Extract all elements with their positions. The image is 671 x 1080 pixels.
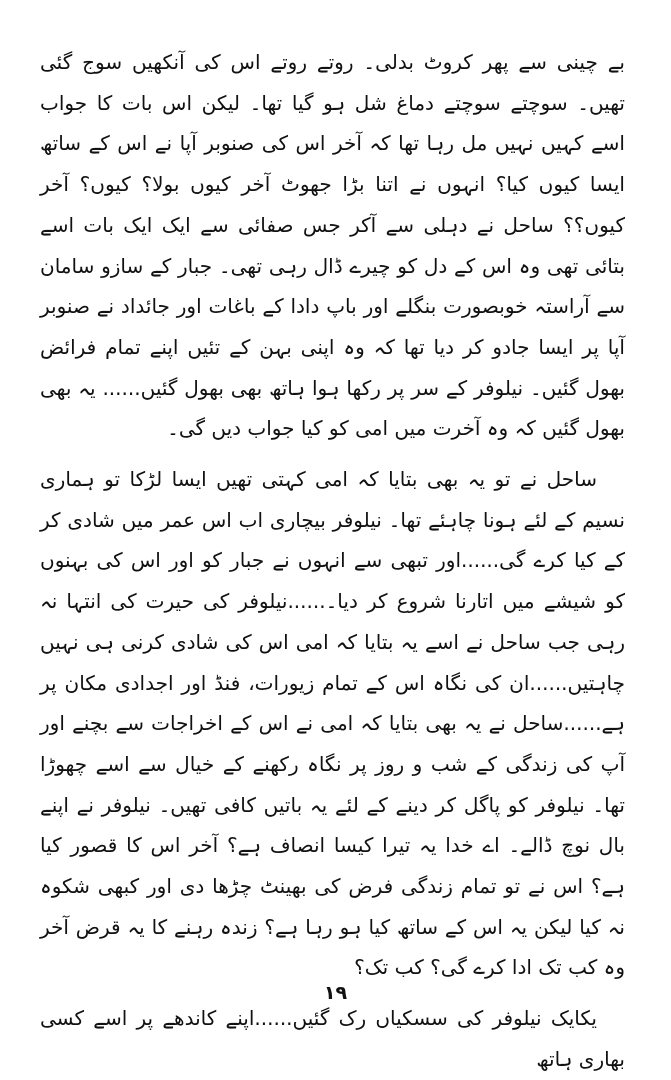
page-number: ۱۹	[323, 982, 348, 1004]
paragraph-3: یکایک نیلوفر کی سسکیاں رک گئیں......اپنے کاندھے پر اسے کسی بھاری ہاتھ	[40, 1006, 625, 1071]
body-text	[40, 42, 625, 1080]
paragraph-1: بے چینی سے پھر کروٹ بدلی۔ روتے روتے اس کی آنکھیں سوج گئی تھیں۔ سوچتے سوچتے دماغ شل ہو گیا تھا۔ لیکن اس بات کا جواب اسے کہیں نہیں مل رہا تھا کہ آخر اس کی صنوبر آپا نے اس کے ساتھ ایسا کیوں کیا؟ انہوں نے اتنا بڑا جھوٹ آخر کیوں بولا؟ کیوں؟ آخر کیوں؟؟ ساحل نے دہلی سے آکر جس صفائی سے ایک ایک بات اسے بتائی تھی وہ اس کے دل کو چیرے ڈال رہی تھی۔ جبار کے سازو سامان سے آراستہ خوبصورت بنگلے اور باپ دادا کے باغات اور جائداد نے صنوبر آپا پر ایسا جادو کر دیا تھا کہ وہ اپنی بہن کے تئیں اپنے تمام فرائض بھول گئیں۔ نیلوفر کے سر پر رکھا ہوا ہاتھ بھی بھول گئیں...... یہ بھی بھول گئیں کہ وہ آخرت میں امی کو کیا جواب دیں گی۔	[40, 50, 625, 441]
paragraph-2: ساحل نے تو یہ بھی بتایا کہ امی کہتی تھیں ایسا لڑکا تو ہماری نسیم کے لئے ہونا چاہئے تھا۔ نیلوفر بیچاری اب اس عمر میں شادی کر کے کیا کرے گی......اور تبھی سے انہوں نے جبار کو اور اس کی بہنوں کو شیشے میں اتارنا شروع کر دیا۔......نیلوفر کی حیرت کی انتہا نہ رہی جب ساحل نے اسے یہ بتایا کہ امی اس کی شادی کرنی ہی نہیں چاہتیں......ان کی نگاہ اس کے تمام زیورات، فنڈ اور اجدادی مکان پر ہے......ساحل نے یہ بھی بتایا کہ امی نے اس کے اخراجات سے بچنے اور آپ کی زندگی کے شب و روز پر نگاہ رکھنے کے خیال سے اسے چھوڑا تھا۔ نیلوفر کو پاگل کر دینے کے لئے یہ باتیں کافی تھیں۔ نیلوفر نے اپنے بال نوچ ڈالے۔ اے خدا یہ تیرا کیسا انصاف ہے؟ آخر اس کا قصور کیا ہے؟ اس نے تو تمام زندگی فرض کی بھینٹ چڑھا دی اور کبھی شکوہ نہ کیا لیکن یہ اس کے ساتھ کیا ہو رہا ہے؟ زندہ رہنے کا یہ قرض آخر وہ کب تک ادا کرے گی؟ کب تک؟	[40, 467, 625, 980]
